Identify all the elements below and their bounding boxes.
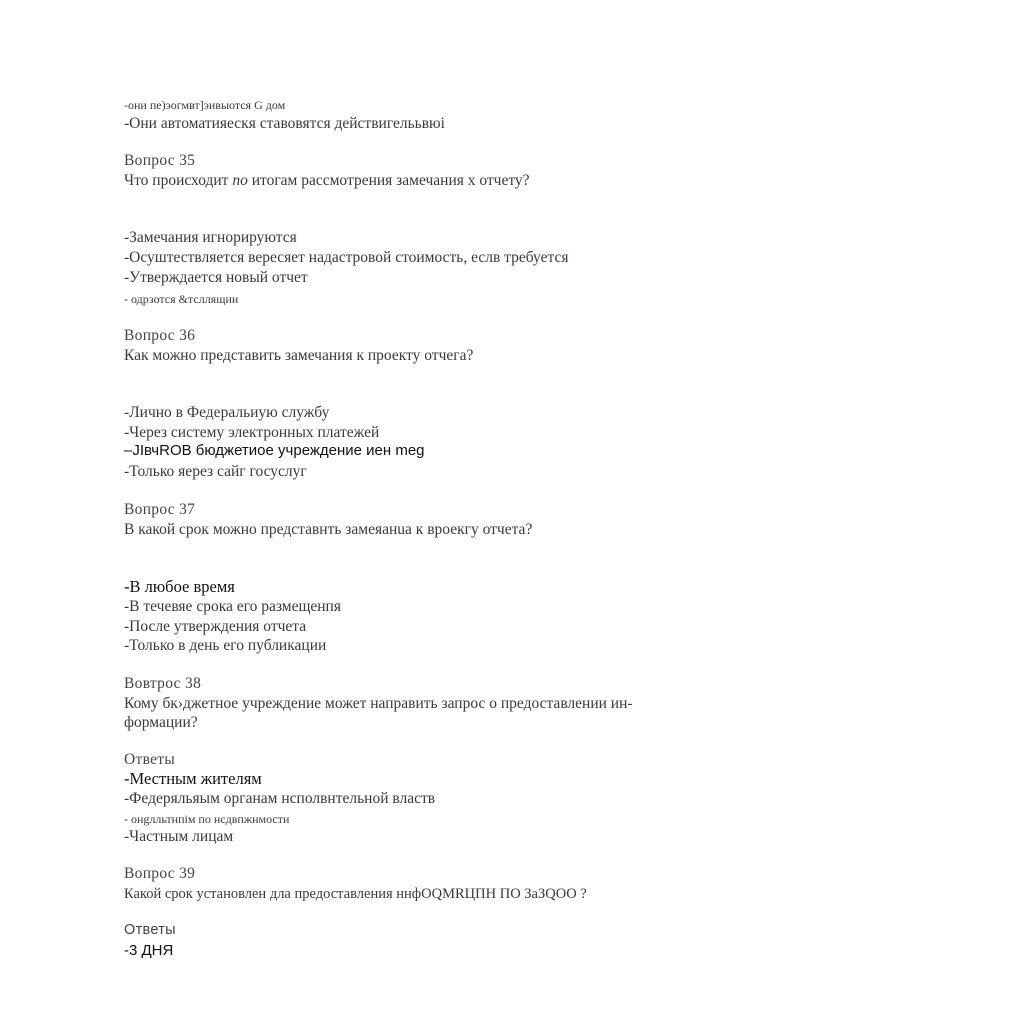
answer-line-correct: –JIвчROB бюджетиое учреждение иен meg — [124, 442, 425, 459]
answer-line: -Замечания игнорируются — [124, 229, 297, 246]
answer-line: -Через систему электронных платежей — [124, 424, 380, 441]
question-title: Вопрос 36 — [124, 327, 196, 344]
answer-line: -Только в день его публикации — [124, 637, 327, 654]
question-title: Вопрос 37 — [124, 501, 196, 518]
question-title: Вопрос 35 — [124, 152, 196, 169]
question-text-italic: по — [232, 172, 248, 189]
answer-line: -После утверждения отчета — [124, 618, 307, 635]
answer-line: -они пе)эогмвт]эивыотся G дом — [124, 98, 286, 112]
answer-line-correct: -В любое время — [124, 577, 235, 596]
answers-heading: Ответы — [124, 922, 176, 938]
answer-line: -В течевяе срока его размещенпя — [124, 598, 341, 615]
answer-line: -Лично в Федеральиую службу — [124, 404, 330, 421]
question-title: Вопрос 39 — [124, 865, 196, 882]
answer-line: -Осуштествляется вересяет надастровой стоимость, еслв требуется — [124, 249, 569, 266]
question-text-part: Что происходит — [124, 172, 233, 189]
answer-line: -Частным лицам — [124, 828, 234, 845]
answer-line: -Они автоматияескя ставовятся действигелььвюі — [124, 115, 445, 132]
answer-line: - онgлльтнпім по нсдвпжнмости — [124, 812, 290, 826]
answer-line: -Федеряльяым органам нсполвнтельной властв — [124, 790, 436, 807]
question-text: Кому бк›джетное учреждение может направить запрос о предоставлении ин- — [124, 695, 633, 712]
question-title: Вовтрос 38 — [124, 675, 202, 692]
question-text-part: итогам рассмотрения замечания х отчету? — [247, 172, 530, 189]
question-text — [124, 172, 530, 190]
question-text: Какой срок установлен дла предоставления ннфОQМRЦПН ПО ЗаЗQОО ? — [124, 886, 587, 902]
answer-line: -Утверждается новый отчет — [124, 269, 308, 286]
question-text: В какой срок можно представнть замеяанuа к вроекгу отчета? — [124, 521, 533, 538]
answers-heading: Ответы — [124, 751, 176, 768]
answer-line-correct: -Местным жителям — [124, 769, 262, 788]
question-text: Как можно представить замечания к проекту отчега? — [124, 347, 474, 364]
question-text: формации? — [124, 714, 198, 731]
answer-line: - одрзотся &тсллящии — [124, 292, 239, 306]
answer-line-correct: -3 ДНЯ — [124, 942, 174, 959]
answer-line: -Только яерез сайг госуслуг — [124, 463, 307, 480]
